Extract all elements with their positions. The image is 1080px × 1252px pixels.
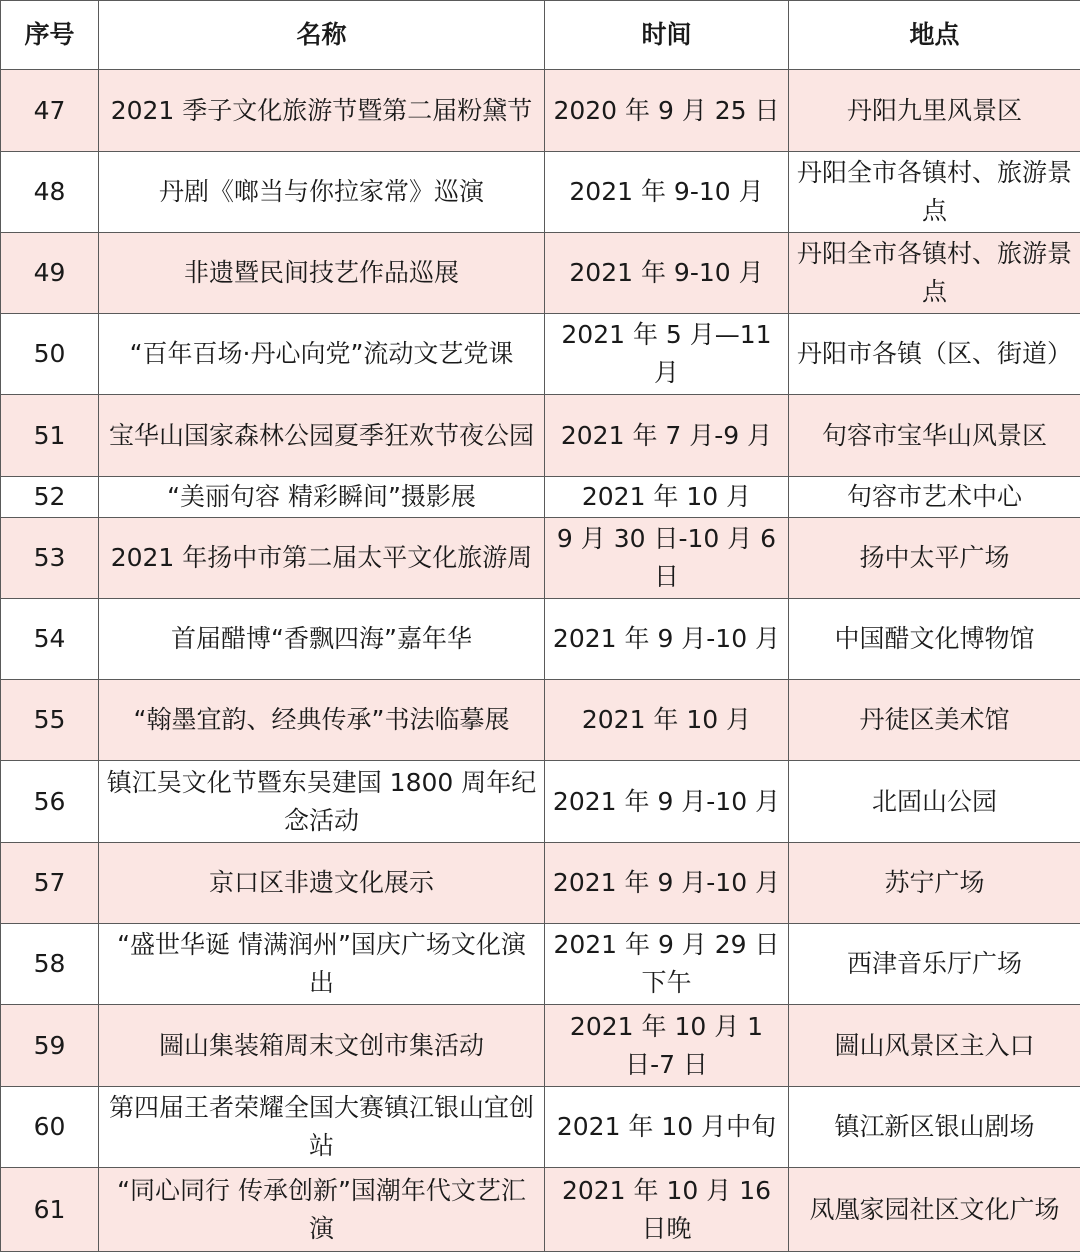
cell-place: 句容市艺术中心 [789,477,1080,518]
cell-time: 2021 年 10 月中旬 [545,1087,789,1168]
cell-no: 59 [1,1005,99,1087]
cell-name: “美丽句容 精彩瞬间”摄影展 [99,477,545,518]
cell-time: 2021 年 10 月 [545,680,789,761]
cell-time: 2021 年 10 月 1 日-7 日 [545,1005,789,1087]
cell-time: 2021 年 9 月-10 月 [545,843,789,924]
cell-name: 2021 季子文化旅游节暨第二届粉黛节 [99,70,545,152]
table-row [1,477,1080,518]
table-row [1,924,1080,1005]
cell-time: 9 月 30 日-10 月 6 日 [545,518,789,599]
cell-no: 61 [1,1168,99,1252]
table-row [1,70,1080,152]
table-row [1,152,1080,233]
cell-place: 苏宁广场 [789,843,1080,924]
cell-no: 56 [1,761,99,843]
cell-time: 2021 年 5 月—11 月 [545,314,789,395]
cell-time: 2021 年 9-10 月 [545,233,789,314]
cell-place: 句容市宝华山风景区 [789,395,1080,477]
cell-name: 镇江吴文化节暨东吴建国 1800 周年纪念活动 [99,761,545,843]
table-row [1,1005,1080,1087]
cell-name: “翰墨宜韵、经典传承”书法临摹展 [99,680,545,761]
cell-name: 宝华山国家森林公园夏季狂欢节夜公园 [99,395,545,477]
cell-place: 北固山公园 [789,761,1080,843]
table-row [1,518,1080,599]
table-row [1,761,1080,843]
cell-name: 京口区非遗文化展示 [99,843,545,924]
cell-no: 47 [1,70,99,152]
cell-place: 圌山风景区主入口 [789,1005,1080,1087]
cell-name: “同心同行 传承创新”国潮年代文艺汇演 [99,1168,545,1252]
cell-no: 51 [1,395,99,477]
cell-no: 49 [1,233,99,314]
cell-place: 中国醋文化博物馆 [789,599,1080,680]
table-row [1,680,1080,761]
cell-place: 凤凰家园社区文化广场 [789,1168,1080,1252]
cell-no: 60 [1,1087,99,1168]
cell-no: 54 [1,599,99,680]
table-row [1,843,1080,924]
table-row [1,233,1080,314]
cell-place: 丹阳全市各镇村、旅游景点 [789,152,1080,233]
cell-name: 2021 年扬中市第二届太平文化旅游周 [99,518,545,599]
cell-no: 52 [1,477,99,518]
cell-place: 西津音乐厅广场 [789,924,1080,1005]
cell-time: 2021 年 9 月 29 日下午 [545,924,789,1005]
cell-no: 55 [1,680,99,761]
table-row [1,599,1080,680]
cell-no: 50 [1,314,99,395]
cell-no: 57 [1,843,99,924]
cell-time: 2021 年 7 月-9 月 [545,395,789,477]
table-header-row [1,1,1080,70]
cell-time: 2021 年 9 月-10 月 [545,599,789,680]
table-row [1,1087,1080,1168]
cell-name: 丹剧《啷当与你拉家常》巡演 [99,152,545,233]
cell-name: 圌山集装箱周末文创市集活动 [99,1005,545,1087]
cell-no: 48 [1,152,99,233]
cell-time: 2021 年 9-10 月 [545,152,789,233]
cell-place: 丹阳九里风景区 [789,70,1080,152]
header-place: 地点 [789,1,1080,70]
table-row [1,395,1080,477]
cell-place: 丹阳市各镇（区、街道） [789,314,1080,395]
cell-name: 首届醋博“香飘四海”嘉年华 [99,599,545,680]
cell-no: 53 [1,518,99,599]
cell-time: 2021 年 9 月-10 月 [545,761,789,843]
cell-no: 58 [1,924,99,1005]
cell-name: “盛世华诞 情满润州”国庆广场文化演出 [99,924,545,1005]
cell-place: 丹徒区美术馆 [789,680,1080,761]
cell-name: 非遗暨民间技艺作品巡展 [99,233,545,314]
header-time: 时间 [545,1,789,70]
cell-place: 镇江新区银山剧场 [789,1087,1080,1168]
cell-name: “百年百场·丹心向党”流动文艺党课 [99,314,545,395]
cell-time: 2021 年 10 月 [545,477,789,518]
cell-name: 第四届王者荣耀全国大赛镇江银山宜创站 [99,1087,545,1168]
table-row [1,1168,1080,1252]
table-row [1,314,1080,395]
header-no: 序号 [1,1,99,70]
cell-time: 2020 年 9 月 25 日 [545,70,789,152]
cell-place: 丹阳全市各镇村、旅游景点 [789,233,1080,314]
header-name: 名称 [99,1,545,70]
cell-place: 扬中太平广场 [789,518,1080,599]
cell-time: 2021 年 10 月 16 日晚 [545,1168,789,1252]
